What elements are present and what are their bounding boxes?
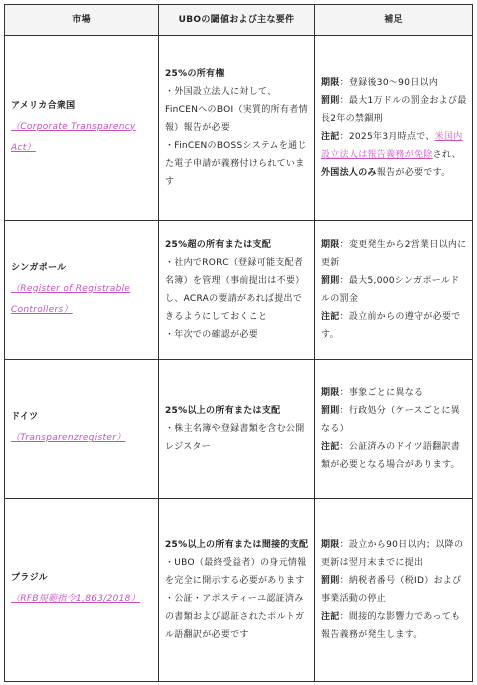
market-cell (5, 221, 159, 360)
market-law-link[interactable]: （RFB規範指令1,863/2018） (11, 594, 141, 605)
note-deadline (321, 236, 467, 272)
market-law-link[interactable]: （Register of Registrable Controllers） (11, 283, 131, 315)
note-text: ：設立から90日以内；以降の更新は翌月末までに提出 (321, 540, 464, 568)
note-remark (321, 128, 467, 182)
requirements-cell (159, 499, 315, 682)
requirement-line: ・公証・アポスティーユ認証済みの書類および認証されたポルトガル語翻訳が必要です (165, 594, 305, 640)
note-deadline (321, 74, 467, 92)
note-deadline (321, 536, 467, 572)
requirement-line: ・外国設立法人に対して、FinCENへのBOI（実質的所有者情報）報告が必要 (165, 87, 308, 133)
note-text: ：間接的な影響力であっても報告義務が発生します。 (321, 612, 461, 640)
note-text: ：行政処分（ケースごとに異なる） (321, 406, 461, 434)
market-cell (5, 36, 159, 221)
market-name: シンガポール (11, 262, 67, 273)
note-text: ：最大1万ドルの罰金および最長2年の禁錮刑 (321, 96, 467, 124)
header-market: 市場 (5, 5, 159, 36)
note-label: 注記 (321, 612, 340, 622)
note-label: 罰則 (321, 276, 340, 286)
market-name: ドイツ (11, 412, 39, 423)
note-penalty (321, 402, 467, 438)
note-label: 罰則 (321, 96, 340, 106)
requirement-title: 25%の所有権 (165, 69, 225, 79)
table-row (5, 360, 473, 499)
note-label: 罰則 (321, 576, 340, 586)
note-text: 報告が必要です。 (376, 168, 451, 178)
note-text: され、 (432, 150, 462, 160)
market-cell (5, 360, 159, 499)
note-text: ：設立前からの遵守が必要です。 (321, 312, 461, 340)
note-label: 期限 (321, 540, 340, 550)
note-label: 注記 (321, 442, 340, 452)
table-row (5, 221, 473, 360)
requirements-cell (159, 360, 315, 499)
table-row (5, 36, 473, 221)
market-law-link[interactable]: （Transparenzregister） (11, 433, 126, 444)
notes-cell (315, 360, 473, 499)
note-label: 期限 (321, 240, 340, 250)
table-row (5, 499, 473, 682)
note-text: ：最大5,000シンガポールドルの罰金 (321, 276, 460, 304)
note-deadline (321, 384, 467, 402)
requirement-line: ・年次での確認が必要 (165, 330, 259, 340)
note-text: ：公証済みのドイツ語翻訳書類が必要となる場合があります。 (321, 442, 461, 470)
note-penalty (321, 272, 467, 308)
note-emphasis: 外国法人のみ (321, 168, 377, 178)
requirement-line: ・社内でRORC（登録可能支配者名簿）を管理（事前提出は不要）し、ACRAの要請があれば提出できるようにしておくこと (165, 258, 305, 322)
market-cell (5, 499, 159, 682)
requirement-line: ・FinCENのBOSSシステムを通じた電子申請が義務付けられています (165, 141, 307, 187)
note-text: ：変更発生から2営業日以内に更新 (321, 240, 467, 268)
requirement-line: ・株主名簿や登録書類を含む公開レジスター (165, 424, 305, 452)
note-label: 期限 (321, 78, 340, 88)
requirement-title: 25%超の所有または支配 (165, 240, 272, 250)
header-requirements: UBOの閾値および主な要件 (159, 5, 315, 36)
requirements-cell (159, 221, 315, 360)
notes-cell (315, 36, 473, 221)
header-notes: 補足 (315, 5, 473, 36)
header-row (5, 5, 473, 36)
note-penalty (321, 572, 467, 608)
note-label: 注記 (321, 132, 340, 142)
requirement-title: 25%以上の所有または間接的支配 (165, 540, 309, 550)
note-text: ：登録後30〜90日以内 (339, 78, 439, 88)
requirement-line: ・UBO（最終受益者）の身元情報を完全に開示する必要があります (165, 558, 307, 586)
exemption-link[interactable]: 米国内設立法人は報告義務が免除 (321, 132, 463, 160)
note-remark (321, 438, 467, 474)
note-remark (321, 608, 467, 644)
requirement-title: 25%以上の所有または支配 (165, 406, 281, 416)
market-law-link[interactable]: （Corporate Transparency Act） (11, 121, 136, 153)
note-label: 注記 (321, 312, 340, 322)
market-name: アメリカ合衆国 (11, 100, 76, 111)
requirements-cell (159, 36, 315, 221)
market-name: ブラジル (11, 573, 48, 584)
note-label: 期限 (321, 388, 340, 398)
note-text: ：納税者番号（税ID）および事業活動の停止 (321, 576, 462, 604)
note-penalty (321, 92, 467, 128)
notes-cell (315, 221, 473, 360)
note-text: ：2025年3月時点で、 (339, 132, 435, 142)
notes-cell (315, 499, 473, 682)
note-text: ：事象ごとに異なる (339, 388, 424, 398)
note-remark (321, 308, 467, 344)
ubo-requirements-table (4, 4, 473, 682)
note-label: 罰則 (321, 406, 340, 416)
